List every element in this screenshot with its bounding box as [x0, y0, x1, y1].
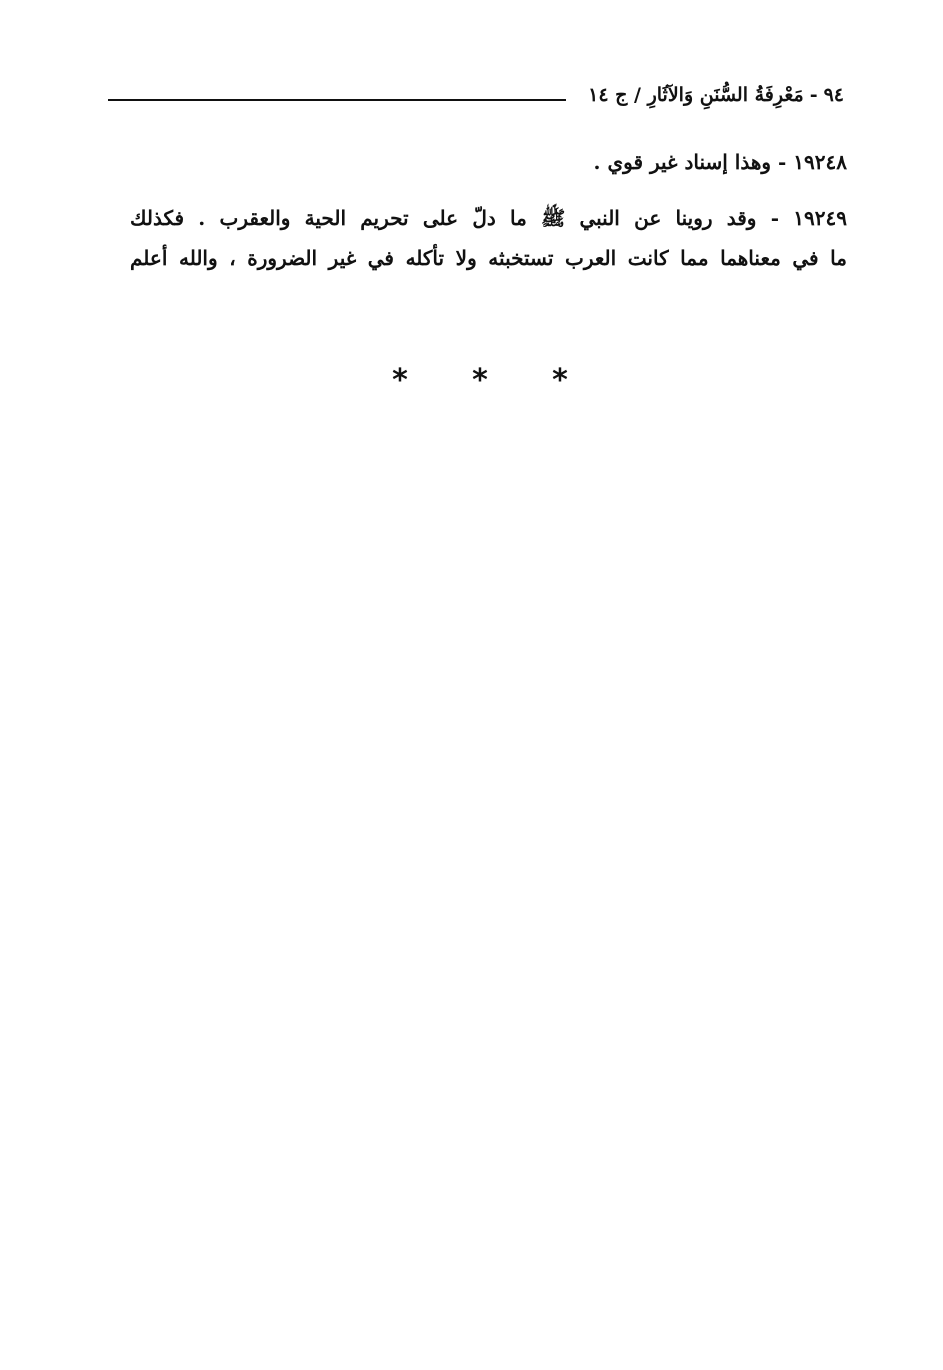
paragraph-text: وقد روينا عن النبي ﷺ ما دلّ على تحريم الحية والعقرب . فكذلك [130, 206, 757, 230]
header-rule [108, 99, 566, 101]
page-number: ٩٤ [823, 84, 844, 106]
paragraph-line-1 [130, 198, 847, 238]
paragraph-19249 [130, 198, 847, 278]
paragraph-text: وهذا إسناد غير قوي . [593, 150, 772, 174]
paragraph-line-2: ما في معناهما مما كانت العرب تستخبثه ولا تأكله في غير الضرورة ، والله أعلم [130, 246, 847, 270]
separator-star: * [472, 362, 488, 398]
separator-star: * [392, 362, 408, 398]
separator-star: * [552, 362, 568, 398]
book-title: مَعْرِفَةُ السُّنَنِ وَالآثَارِ / ج ١٤ [588, 84, 804, 106]
header-dash: - [809, 84, 818, 106]
paragraph-19248 [130, 142, 847, 182]
paragraph-dash: - [778, 150, 787, 174]
paragraph-number: ١٩٢٤٨ [793, 150, 847, 174]
paragraph-dash: - [770, 206, 780, 230]
paragraph-number: ١٩٢٤٩ [793, 206, 848, 230]
page-header [108, 80, 844, 110]
section-separator [380, 360, 580, 400]
